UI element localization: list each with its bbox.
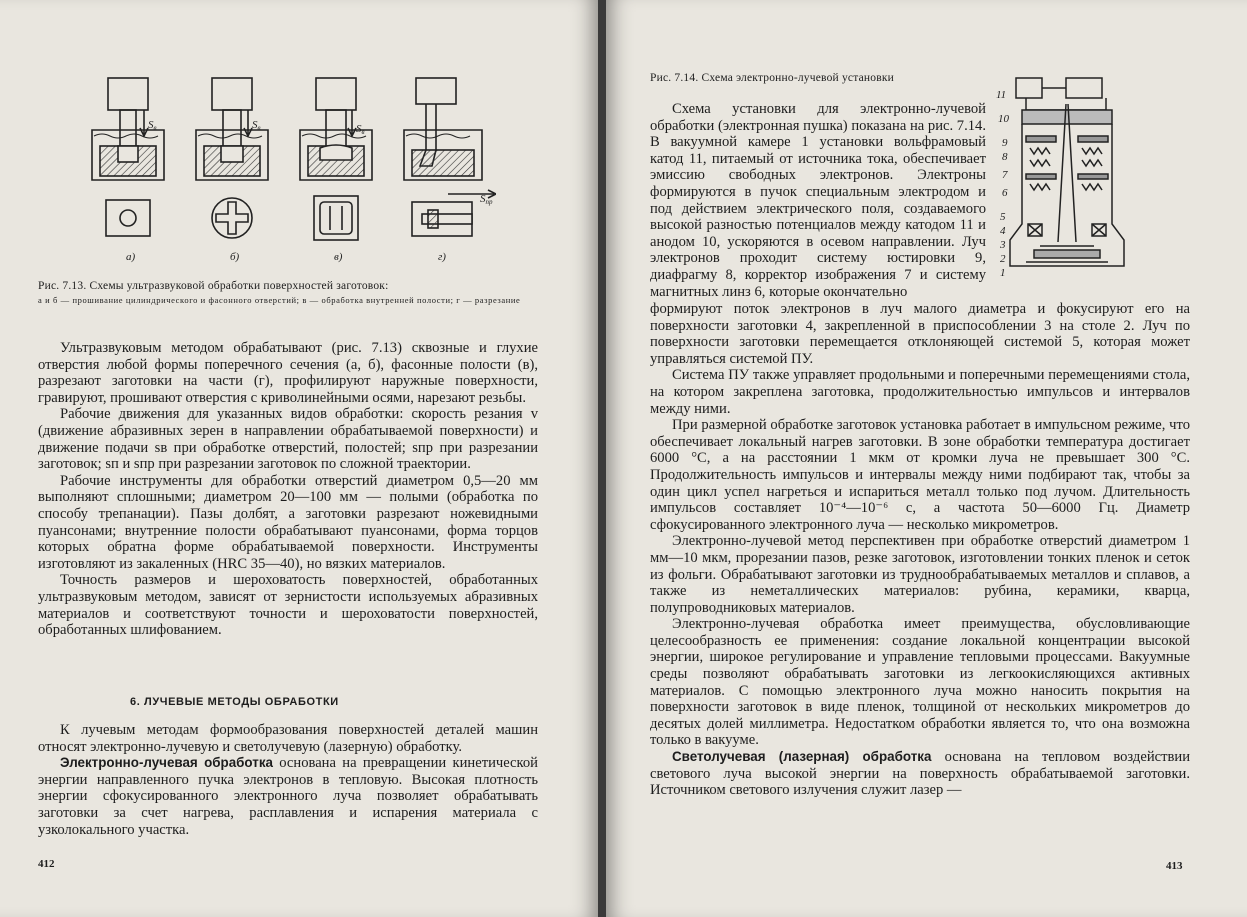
feed-label-b: Sв — [252, 119, 261, 132]
left-body-upper — [38, 340, 538, 639]
scheme-d — [404, 78, 496, 263]
fig-number-11: 11 — [996, 89, 1007, 101]
paragraph: К лучевым методам формообразования поверхностей деталей машин относят электронно-лучевую и светолучевую (лазерную) обработку. — [38, 722, 538, 755]
fig-number-7: 7 — [1002, 169, 1008, 181]
paragraph: Система ПУ также управляет продольными и поперечными перемещениями стола, на котором закреплена заготовка, продолжительностью импульсов и интервалов между ними. — [650, 367, 1190, 417]
right-body-wrapped — [650, 101, 986, 300]
left-body-lower — [38, 722, 538, 838]
paragraph: При размерной обработке заготовок установка работает в импульсном режиме, что обеспечивает локальный нагрев заготовки. В зоне обработки температура достигает 6000 °С, а на расстоянии 1 мкм от кромки луча не превышает 300 °С. Продолжительность импульсов и интервалы между ними подбирают так, чтобы за один цикл успел нагреться и испариться металл только под лучом. Длительность импульсов составляет 10⁻⁴—10⁻⁶ с, а частота 50—6000 Гц. Диаметр сфокусированного электронного луча — несколько микрометров. — [650, 417, 1190, 533]
figure-caption-7-14: Рис. 7.14. Схема электронно-лучевой установки — [650, 72, 894, 84]
page-number-right: 413 — [1166, 860, 1183, 872]
paragraph: Электронно-лучевая обработка имеет преимущества, обусловливающие целесообразность ее применения: создание локальной концентрации высокой энергии, широкое регулирование и управление тепловыми процессами. Вакуумные среды позволяют обрабатывать заготовки из легкоокисляющихся активных материалов. С помощью электронного луча можно наносить покрытия на поверхности заготовок в виде пленок, толщиной от нескольких микрометров до десятых долей миллиметра. Недостатком обработки является то, что она возможна только в вакууме. — [650, 616, 1190, 749]
paragraph: Точность размеров и шероховатость поверхностей, обработанных ультразвуковым методом, зависят от зернистости используемых абразивных материалов и соответствуют точности и шероховатости поверхностей, обработанных шлифованием. — [38, 572, 538, 639]
label-b: б) — [230, 251, 240, 263]
paragraph: Схема установки для электронно-лучевой обработки (электронная пушка) показана на рис. 7.14. В вакуумной камере 1 установки вольфрамовый катод 11, питаемый от источника тока, обеспечивает эмиссию свободных электронов. Электроны формируются в пучок специальным электродом и под действием электрического поля, создаваемого высокой разностью потенциалов между катодом 11 и анодом 10, ускоряются в осевом направлении. Луч электронов проходит систему юстировки 9, диафрагму 8, корректор изображения 7 и систему магнитных линз 6, которые окончательно — [650, 101, 986, 300]
scheme-c — [300, 78, 372, 263]
fig-number-10: 10 — [998, 113, 1009, 125]
page-number-left: 412 — [38, 858, 55, 870]
label-c: в) — [334, 251, 343, 263]
paragraph: Электронно-лучевой метод перспективен при обработке отверстий диаметром 1 мм—10 мкм, прорезании пазов, резке заготовок, изготовлении тонких пленок и сеток из фольги. Обрабатывают заготовки из труднообрабатываемых металлов и сплавов, а также из неметаллических материалов: рубина, керамики, кварца, полупроводниковых материалов. — [650, 533, 1190, 616]
paragraph: Светолучевая (лазерная) обработка основана на тепловом воздействии светового луча высокой энергии на поверхность обрабатываемой заготовки. Источником светового излучения служит лазер — — [650, 749, 1191, 799]
fig-number-1: 1 — [1000, 267, 1006, 279]
figure-7-13-ultrasonic-schemes — [86, 76, 496, 272]
fig-number-4: 4 — [1000, 225, 1006, 237]
label-a: а) — [126, 251, 136, 263]
paragraph: Рабочие инструменты для обработки отверстий диаметром 0,5—20 мм выполняют сплошными; диаметром 20—100 мм — полыми (обработка по способу трепанации). Пазы долбят, а заготовки разрезают ножевидными пуансонами; внутренние полости обрабатывают пуансонами, форма торцов которых обратна форме обрабатываемой поверхности. Инструменты изготовляют из закаленных (HRC 35—40), но вязких материалов. — [38, 472, 538, 572]
right-page — [606, 0, 1247, 917]
feed-label-d: Sпр — [480, 193, 493, 206]
scheme-a — [92, 78, 164, 263]
label-d: г) — [438, 251, 446, 263]
paragraph: Рабочие движения для указанных видов обработки: скорость резания v (движение абразивных зерен в направлении обрабатываемой поверхности) и движение подачи sв при обработке отверстий, полостей; sпр при разрезании заготовок; sп и sпр при разрезании заготовок по сложной траектории. — [38, 406, 538, 473]
feed-label-a: Sв — [148, 119, 157, 132]
bold-term: Электронно-лучевая обработка — [60, 755, 273, 771]
right-body-main — [650, 301, 1190, 799]
left-page — [0, 0, 598, 917]
bold-term: Светолучевая (лазерная) обработка — [672, 749, 932, 765]
paragraph: формируют поток электронов в луч малого диаметра и фокусируют его на поверхности заготовки 4, закрепленной в приспособлении 3 на столе 2. Луч по поверхности заготовки перемещается отклоняющей системой 5, которая может управляться системой ПУ. — [650, 301, 1190, 367]
fig-number-9: 9 — [1002, 137, 1008, 149]
paragraph: Ультразвуковым методом обрабатывают (рис. 7.13) сквозные и глухие отверстия любой формы поперечного сечения (а, б), фасонные полости (в), разрезают заготовки на части (г), профилируют наружные поверхности, гравируют, прошивают отверстия с криволинейными осями, нарезают резьбы. — [38, 340, 538, 406]
feed-label-c: Sв — [356, 123, 365, 136]
fig-number-8: 8 — [1002, 151, 1008, 163]
fig-number-5: 5 — [1000, 211, 1006, 223]
paragraph: Электронно-лучевая обработка основана на превращении кинетической энергии направленного пучка электронов в тепловую. Высокая плотность энергии сфокусированного электронного луча позволяет обрабатывать заготовки за счет нагрева, расплавления и испарения материала с узколокального участка. — [38, 755, 538, 838]
fig-number-2: 2 — [1000, 253, 1006, 265]
figure-caption-7-13: Рис. 7.13. Схемы ультразвуковой обработки поверхностей заготовок: — [38, 280, 389, 292]
figure-7-14-electron-beam-setup — [996, 74, 1140, 296]
scheme-b — [196, 78, 268, 263]
figure-caption-7-13-note: а и б — прошивание цилиндрического и фасонного отверстий; в — обработка внутренней полости; г — разрезание — [38, 295, 521, 305]
fig-number-3: 3 — [1000, 239, 1006, 251]
section-heading: 6. ЛУЧЕВЫЕ МЕТОДЫ ОБРАБОТКИ — [130, 696, 339, 708]
fig-number-6: 6 — [1002, 187, 1008, 199]
